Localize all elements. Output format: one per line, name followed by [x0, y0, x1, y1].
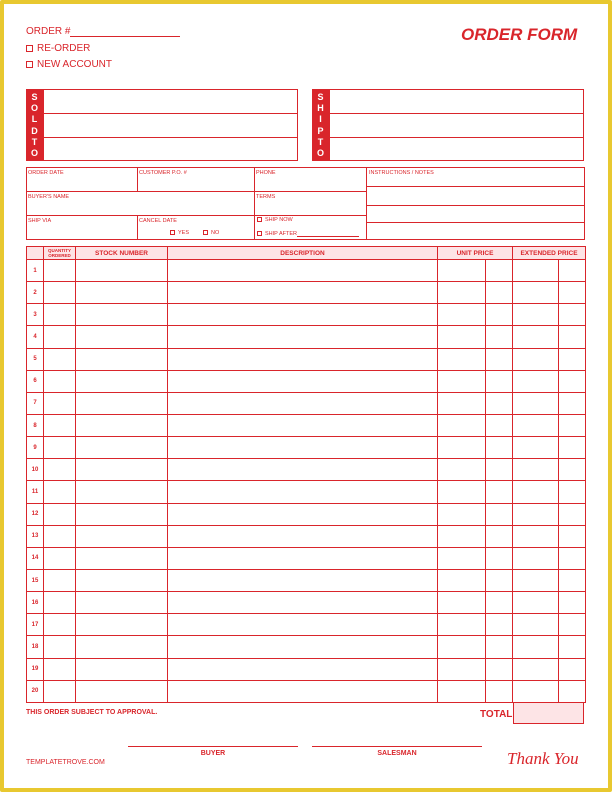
line-number-cell: 18 [27, 636, 44, 658]
yes-label: YES [178, 230, 190, 236]
line-number-cell: 13 [27, 525, 44, 547]
terms-label: TERMS [256, 194, 276, 200]
line-number-cell: 8 [27, 414, 44, 436]
unit-price-cents-cell[interactable] [486, 304, 513, 326]
line-number-cell: 4 [27, 326, 44, 348]
stock-number-cell[interactable] [76, 525, 168, 547]
table-row [27, 547, 586, 569]
sold-to-band [26, 89, 43, 161]
salesman-label: SALESMAN [377, 750, 417, 757]
sold-to-letter: L [31, 114, 38, 125]
table-row [27, 348, 586, 370]
grid-line [137, 215, 138, 240]
description-cell[interactable] [168, 547, 438, 569]
stock-number-cell[interactable] [76, 326, 168, 348]
description-cell[interactable] [168, 370, 438, 392]
ship-after-line[interactable] [297, 231, 359, 237]
sold-to-letter: T [31, 136, 38, 147]
extended-price-cell[interactable] [513, 392, 559, 414]
extended-price-cell[interactable] [513, 437, 559, 459]
unit-price-cell[interactable] [438, 392, 486, 414]
stock-number-cell[interactable] [76, 481, 168, 503]
stock-number-cell[interactable] [76, 569, 168, 591]
table-row [27, 592, 586, 614]
quantity-cell[interactable] [44, 636, 76, 658]
line-number-cell: 14 [27, 547, 44, 569]
unit-price-cents-cell[interactable] [486, 437, 513, 459]
grid-line [366, 167, 367, 240]
quantity-cell[interactable] [44, 437, 76, 459]
unit-price-cell[interactable] [438, 614, 486, 636]
grid-line [26, 191, 366, 192]
description-cell[interactable] [168, 326, 438, 348]
no-label: NO [211, 230, 220, 236]
quantity-cell[interactable] [44, 392, 76, 414]
unit-price-cell[interactable] [438, 481, 486, 503]
customer-po-label: CUSTOMER P.O. # [139, 170, 187, 176]
stock-number-cell[interactable] [76, 304, 168, 326]
no-option[interactable] [203, 230, 219, 236]
order-items-table [26, 246, 586, 703]
ship-to-letter: O [316, 147, 324, 158]
extended-price-cell[interactable] [513, 680, 559, 702]
extended-price-cell[interactable] [513, 370, 559, 392]
extended-price-cents-cell[interactable] [559, 614, 586, 636]
line-number-cell: 11 [27, 481, 44, 503]
table-row [27, 569, 586, 591]
description-cell[interactable] [168, 481, 438, 503]
extended-price-cents-cell[interactable] [559, 304, 586, 326]
website-link[interactable]: TEMPLATETROVE.COM [26, 759, 105, 766]
extended-price-cents-cell[interactable] [559, 437, 586, 459]
extended-price-cell[interactable] [513, 614, 559, 636]
unit-price-cents-cell[interactable] [486, 614, 513, 636]
yes-option[interactable] [170, 230, 189, 236]
description-cell[interactable] [168, 282, 438, 304]
description-cell[interactable] [168, 437, 438, 459]
unit-price-cents-cell[interactable] [486, 525, 513, 547]
ship-via-label: SHIP VIA [28, 218, 52, 224]
extended-price-cell[interactable] [513, 326, 559, 348]
ship-to-letter: S [317, 92, 324, 102]
unit-price-cell[interactable] [438, 592, 486, 614]
no-checkbox[interactable] [203, 230, 208, 235]
line-number-cell: 15 [27, 569, 44, 591]
sold-to-line [43, 113, 298, 114]
extended-price-cell[interactable] [513, 658, 559, 680]
unit-price-cents-cell[interactable] [486, 569, 513, 591]
extended-price-cents-cell[interactable] [559, 348, 586, 370]
notes-line [366, 205, 585, 206]
stock-number-cell[interactable] [76, 547, 168, 569]
line-number-cell: 1 [27, 260, 44, 282]
unit-price-cell[interactable] [438, 414, 486, 436]
unit-price-cents-cell[interactable] [486, 503, 513, 525]
quantity-cell[interactable] [44, 326, 76, 348]
extended-price-cents-cell[interactable] [559, 282, 586, 304]
description-cell[interactable] [168, 260, 438, 282]
description-cell[interactable] [168, 658, 438, 680]
line-number-cell: 16 [27, 592, 44, 614]
description-cell[interactable] [168, 592, 438, 614]
ship-to-band [312, 89, 329, 161]
quantity-cell[interactable] [44, 658, 76, 680]
table-header-row [27, 247, 586, 260]
stock-number-cell[interactable] [76, 392, 168, 414]
description-cell[interactable] [168, 304, 438, 326]
quantity-cell[interactable] [44, 525, 76, 547]
line-number-cell: 19 [27, 658, 44, 680]
unit-price-cents-cell[interactable] [486, 260, 513, 282]
unit-price-header: UNIT PRICE [438, 247, 513, 260]
quantity-cell[interactable] [44, 592, 76, 614]
stock-number-cell[interactable] [76, 680, 168, 702]
ship-to-letter: H [317, 103, 324, 114]
stock-number-cell[interactable] [76, 260, 168, 282]
table-row [27, 282, 586, 304]
extended-price-cell[interactable] [513, 414, 559, 436]
sold-to-letter: S [31, 92, 38, 102]
ship-to-letter: T [317, 136, 324, 147]
stock-number-cell[interactable] [76, 282, 168, 304]
table-row [27, 260, 586, 282]
sold-to-letter: D [31, 125, 38, 136]
unit-price-cents-cell[interactable] [486, 326, 513, 348]
cancel-date-label: CANCEL DATE [139, 218, 177, 224]
thank-you-text: Thank You [507, 749, 579, 768]
unit-price-cell[interactable] [438, 348, 486, 370]
phone-label: PHONE [256, 170, 276, 176]
stock-number-cell[interactable] [76, 592, 168, 614]
unit-price-cell[interactable] [438, 282, 486, 304]
line-number-cell: 17 [27, 614, 44, 636]
stock-number-cell[interactable] [76, 636, 168, 658]
buyer-label: BUYER [200, 750, 226, 757]
extended-price-cell[interactable] [513, 547, 559, 569]
stock-number-cell[interactable] [76, 658, 168, 680]
line-number-cell: 7 [27, 392, 44, 414]
quantity-cell[interactable] [44, 370, 76, 392]
extended-price-cell[interactable] [513, 459, 559, 481]
extended-price-cell[interactable] [513, 348, 559, 370]
stock-number-cell[interactable] [76, 459, 168, 481]
line-number-cell: 20 [27, 680, 44, 702]
quantity-cell[interactable] [44, 304, 76, 326]
extended-price-cents-cell[interactable] [559, 636, 586, 658]
line-number-cell: 12 [27, 503, 44, 525]
new-account-option[interactable] [26, 59, 112, 70]
table-row [27, 459, 586, 481]
reorder-option[interactable] [26, 43, 90, 54]
extended-price-cell[interactable] [513, 481, 559, 503]
ship-to-letter: I [319, 114, 322, 125]
table-row [27, 658, 586, 680]
unit-price-cell[interactable] [438, 326, 486, 348]
unit-price-cell[interactable] [438, 370, 486, 392]
description-cell[interactable] [168, 348, 438, 370]
description-cell[interactable] [168, 459, 438, 481]
line-number-cell: 10 [27, 459, 44, 481]
unit-price-cell[interactable] [438, 569, 486, 591]
total-label: TOTAL [480, 709, 513, 720]
table-row [27, 503, 586, 525]
unit-price-cents-cell[interactable] [486, 459, 513, 481]
unit-price-cell[interactable] [438, 260, 486, 282]
order-info-grid [26, 167, 585, 240]
order-number-field[interactable] [26, 26, 180, 37]
unit-price-cents-cell[interactable] [486, 392, 513, 414]
quantity-cell[interactable] [44, 503, 76, 525]
table-row [27, 370, 586, 392]
new-account-label: NEW ACCOUNT [37, 59, 112, 70]
table-row [27, 680, 586, 702]
buyers-name-label: BUYER'S NAME [28, 194, 70, 200]
extended-price-cell[interactable] [513, 569, 559, 591]
extended-price-cents-cell[interactable] [559, 459, 586, 481]
extended-price-cents-cell[interactable] [559, 592, 586, 614]
unit-price-cents-cell[interactable] [486, 680, 513, 702]
unit-price-cents-cell[interactable] [486, 481, 513, 503]
unit-price-cell[interactable] [438, 547, 486, 569]
grid-line [254, 167, 255, 240]
quantity-cell[interactable] [44, 569, 76, 591]
extended-price-cents-cell[interactable] [559, 414, 586, 436]
table-row [27, 326, 586, 348]
quantity-cell[interactable] [44, 680, 76, 702]
ship-to-line [329, 137, 584, 138]
extended-price-cents-cell[interactable] [559, 547, 586, 569]
table-row [27, 614, 586, 636]
instructions-label: INSTRUCTIONS / NOTES [369, 170, 434, 176]
description-cell[interactable] [168, 680, 438, 702]
unit-price-cents-cell[interactable] [486, 592, 513, 614]
quantity-cell[interactable] [44, 414, 76, 436]
ship-to-line [329, 113, 584, 114]
unit-price-cell[interactable] [438, 680, 486, 702]
extended-price-cell[interactable] [513, 282, 559, 304]
stock-number-cell[interactable] [76, 614, 168, 636]
unit-price-cents-cell[interactable] [486, 636, 513, 658]
new-account-checkbox[interactable] [26, 61, 33, 68]
unit-price-cents-cell[interactable] [486, 370, 513, 392]
extended-price-cell[interactable] [513, 304, 559, 326]
ship-now-checkbox[interactable] [257, 217, 262, 222]
unit-price-cell[interactable] [438, 304, 486, 326]
extended-price-cents-cell[interactable] [559, 260, 586, 282]
reorder-checkbox[interactable] [26, 45, 33, 52]
unit-price-cents-cell[interactable] [486, 658, 513, 680]
stock-number-cell[interactable] [76, 348, 168, 370]
line-number-cell: 9 [27, 437, 44, 459]
extended-price-cents-cell[interactable] [559, 569, 586, 591]
stock-number-cell[interactable] [76, 414, 168, 436]
ship-to-box[interactable] [329, 89, 584, 161]
unit-price-cents-cell[interactable] [486, 282, 513, 304]
quantity-cell[interactable] [44, 459, 76, 481]
description-cell[interactable] [168, 614, 438, 636]
unit-price-cell[interactable] [438, 525, 486, 547]
extended-price-cell[interactable] [513, 636, 559, 658]
ship-after-option[interactable] [257, 231, 359, 237]
line-number-cell: 5 [27, 348, 44, 370]
extended-price-cell[interactable] [513, 525, 559, 547]
ship-to-letter: P [317, 125, 324, 136]
extended-price-cents-cell[interactable] [559, 525, 586, 547]
description-cell[interactable] [168, 525, 438, 547]
line-number-cell: 3 [27, 304, 44, 326]
stock-number-cell[interactable] [76, 370, 168, 392]
salesman-signature-line[interactable] [312, 746, 482, 747]
grid-line [26, 215, 366, 216]
table-row [27, 437, 586, 459]
unit-price-cents-cell[interactable] [486, 348, 513, 370]
stock-number-cell[interactable] [76, 437, 168, 459]
order-date-label: ORDER DATE [28, 170, 64, 176]
reorder-label: RE-ORDER [37, 43, 91, 54]
description-cell[interactable] [168, 503, 438, 525]
grid-line [137, 167, 138, 191]
extended-price-cents-cell[interactable] [559, 680, 586, 702]
extended-price-cents-cell[interactable] [559, 392, 586, 414]
page-title: ORDER FORM [461, 25, 578, 44]
ship-now-option[interactable] [257, 217, 293, 223]
extended-price-cell[interactable] [513, 260, 559, 282]
extended-price-cents-cell[interactable] [559, 326, 586, 348]
yes-checkbox[interactable] [170, 230, 175, 235]
sold-to-line [43, 137, 298, 138]
description-cell[interactable] [168, 569, 438, 591]
unit-price-cell[interactable] [438, 503, 486, 525]
stock-number-cell[interactable] [76, 503, 168, 525]
extended-price-cents-cell[interactable] [559, 370, 586, 392]
notes-line [366, 186, 585, 187]
ship-now-label: SHIP NOW [265, 217, 293, 223]
extended-price-cents-cell[interactable] [559, 503, 586, 525]
unit-price-cell[interactable] [438, 658, 486, 680]
table-row [27, 392, 586, 414]
notes-line [366, 222, 585, 223]
table-row [27, 481, 586, 503]
extended-price-cents-cell[interactable] [559, 481, 586, 503]
unit-price-cell[interactable] [438, 459, 486, 481]
extended-price-header: EXTENDED PRICE [513, 247, 586, 260]
extended-price-cell[interactable] [513, 592, 559, 614]
quantity-cell[interactable] [44, 481, 76, 503]
description-cell[interactable] [168, 392, 438, 414]
approval-note: THIS ORDER SUBJECT TO APPROVAL. [26, 709, 158, 716]
quantity-cell[interactable] [44, 614, 76, 636]
quantity-header: QUANTITY ORDERED [44, 247, 76, 260]
ship-after-label: SHIP AFTER [265, 231, 297, 237]
table-row [27, 304, 586, 326]
quantity-cell[interactable] [44, 282, 76, 304]
table-row [27, 414, 586, 436]
table-row [27, 636, 586, 658]
description-cell[interactable] [168, 414, 438, 436]
quantity-cell[interactable] [44, 348, 76, 370]
table-row [27, 525, 586, 547]
unit-price-cents-cell[interactable] [486, 414, 513, 436]
unit-price-cell[interactable] [438, 636, 486, 658]
sold-to-letter: O [30, 103, 38, 114]
description-cell[interactable] [168, 636, 438, 658]
unit-price-cell[interactable] [438, 437, 486, 459]
stock-number-header: STOCK NUMBER [76, 247, 168, 260]
line-number-cell: 2 [27, 282, 44, 304]
quantity-cell[interactable] [44, 547, 76, 569]
line-number-header [27, 247, 44, 260]
sold-to-letter: O [30, 147, 38, 158]
ship-after-checkbox[interactable] [257, 231, 262, 236]
sold-to-box[interactable] [43, 89, 298, 161]
extended-price-cents-cell[interactable] [559, 658, 586, 680]
description-header: DESCRIPTION [168, 247, 438, 260]
buyer-signature-line[interactable] [128, 746, 298, 747]
line-number-cell: 6 [27, 370, 44, 392]
order-number-label: ORDER # [26, 26, 71, 37]
extended-price-cell[interactable] [513, 503, 559, 525]
quantity-cell[interactable] [44, 260, 76, 282]
unit-price-cents-cell[interactable] [486, 547, 513, 569]
total-field[interactable] [513, 702, 584, 724]
order-number-line[interactable] [70, 27, 180, 37]
